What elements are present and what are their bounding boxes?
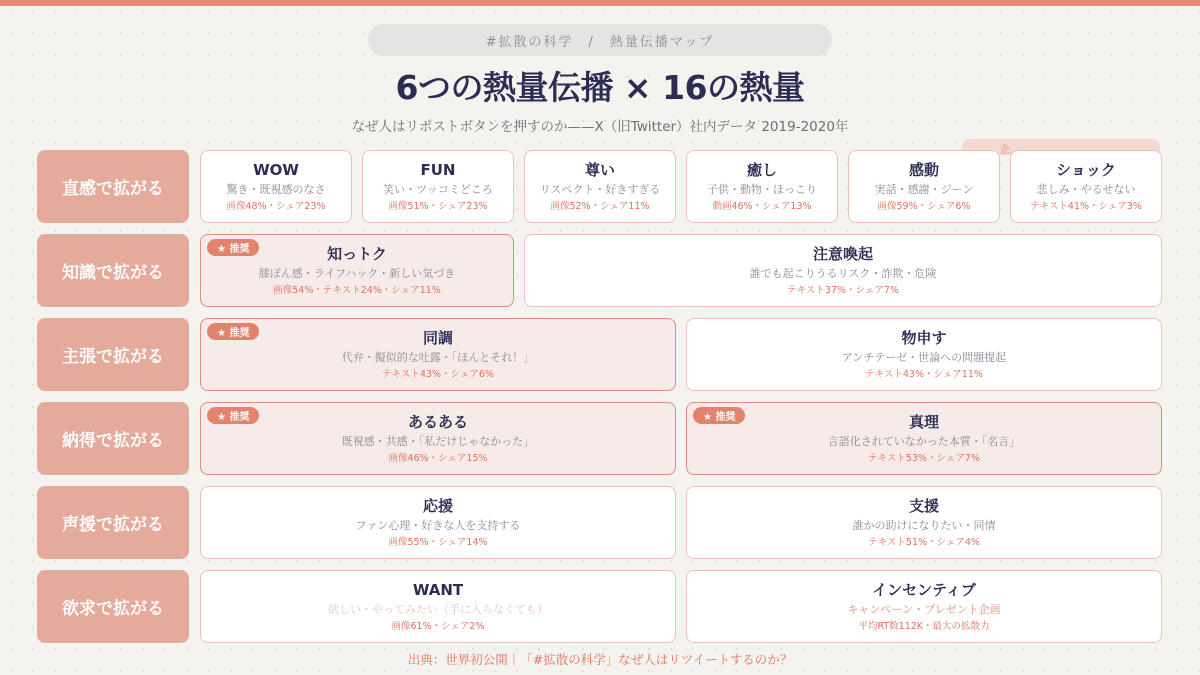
card-ouen (200, 486, 676, 559)
card-stat: テキスト51%・シェア4% (868, 537, 980, 548)
card-desc: 悲しみ・やるせない (1036, 183, 1136, 196)
card-stat: テキスト43%・シェア11% (865, 369, 983, 380)
card-stat: 画像55%・シェア14% (388, 537, 488, 548)
card-name: 尊い (584, 161, 615, 179)
card-desc: 誰かの助けになりたい・同情 (852, 519, 996, 532)
card-name: 知っトク (327, 245, 387, 263)
top-accent-bar (0, 0, 1200, 6)
card-stat: 画像54%・テキスト24%・シェア11% (273, 285, 441, 296)
card-toutoi (524, 150, 676, 223)
recommended-badge: ★ 推奨 (207, 323, 259, 340)
card-monomousu (686, 318, 1162, 391)
card-stat: 画像48%・シェア23% (226, 201, 326, 212)
row-label-desire: 欲求で拡がる (37, 570, 189, 643)
card-desc: 実話・感謝・ジーン (874, 183, 974, 196)
card-desc: 代弁・擬似的な吐露・「ほんとそれ！」 (341, 351, 535, 364)
card-desc: ファン心理・好きな人を支持する (355, 519, 521, 532)
card-iyashi (686, 150, 838, 223)
card-name: ショック (1056, 161, 1116, 179)
card-desc: 言語化されていなかった本質・「名言」 (827, 435, 1021, 448)
page-subtitle: なぜ人はリポストボタンを押すのか——X（旧Twitter）社内データ 2019-2020年 (351, 119, 849, 135)
source-footer: 出典：世界初公開｜「#拡散の科学」なぜ人はリツイートするのか？ (407, 652, 793, 667)
card-stat: 画像59%・シェア6% (877, 201, 971, 212)
card-name: WANT (412, 581, 464, 599)
card-desc: 子供・動物・ほっこり (707, 183, 817, 196)
card-chuui-kanki (524, 234, 1162, 307)
card-douchou (200, 318, 676, 391)
card-desc: アンチテーゼ・世論への問題提起 (841, 351, 1007, 364)
card-fun (362, 150, 514, 223)
page-title: 6つの熱量伝播 × 16の熱量 (395, 68, 805, 107)
card-name: 感動 (908, 161, 939, 179)
card-stat: 平均RT数112K・最大の拡散力 (858, 621, 990, 632)
row-label-opinion: 主張で拡がる (37, 318, 189, 391)
card-kandou (848, 150, 1000, 223)
row-label-knowledge: 知識で拡がる (37, 234, 189, 307)
card-desc: 欲しい・やってみたい（手に入らなくても） (328, 603, 548, 616)
recommended-badge: ★ 推奨 (693, 407, 745, 424)
card-shinri (686, 402, 1162, 475)
card-name: 注意喚起 (812, 245, 873, 263)
header-tag: #拡散の科学 / 熱量伝播マップ (368, 24, 832, 56)
card-shittoku (200, 234, 514, 307)
card-name: 応援 (422, 497, 453, 515)
row-label-support: 声援で拡がる (37, 486, 189, 559)
card-stat: テキスト41%・シェア3% (1030, 201, 1142, 212)
partial-tab-label: 企 (1000, 145, 1010, 156)
card-stat: 画像46%・シェア15% (388, 453, 488, 464)
card-stat: テキスト37%・シェア7% (787, 285, 899, 296)
card-desc: 誰でも起こりうるリスク・詐欺・危険 (749, 267, 937, 280)
card-name: 支援 (908, 497, 939, 515)
card-name: FUN (420, 161, 456, 179)
card-desc: 笑い・ツッコミどころ (383, 183, 493, 196)
card-stat: テキスト43%・シェア6% (382, 369, 494, 380)
card-name: 同調 (422, 329, 453, 347)
card-shien (686, 486, 1162, 559)
card-name: WOW (253, 161, 299, 179)
card-name: あるある (407, 413, 468, 431)
card-name: 真理 (908, 413, 939, 431)
card-stat: 画像51%・シェア23% (388, 201, 488, 212)
card-stat: 動画46%・シェア13% (712, 201, 812, 212)
card-name: 物申す (901, 329, 947, 347)
card-desc: 既視感・共感・「私だけじゃなかった」 (341, 435, 535, 448)
card-desc: キャンペーン・プレゼント企画 (847, 603, 1001, 616)
card-wow (200, 150, 352, 223)
row-label-understanding: 納得で拡がる (37, 402, 189, 475)
row-label-intuition: 直感で拡がる (37, 150, 189, 223)
card-desc: 膝ぽん感・ライフハック・新しい気づき (258, 267, 456, 280)
recommended-badge: ★ 推奨 (207, 407, 259, 424)
card-name: インセンティブ (872, 581, 976, 599)
card-shock (1010, 150, 1162, 223)
card-stat: 画像52%・シェア11% (550, 201, 650, 212)
card-desc: リスペクト・好きすぎる (539, 183, 661, 196)
recommended-badge: ★ 推奨 (207, 239, 259, 256)
card-desc: 驚き・既視感のなさ (226, 183, 326, 196)
card-name: 癒し (746, 161, 777, 179)
card-aruaru (200, 402, 676, 475)
card-stat: 画像61%・シェア2% (391, 621, 485, 632)
card-incentive (686, 570, 1162, 643)
card-want (200, 570, 676, 643)
card-stat: テキスト53%・シェア7% (868, 453, 980, 464)
